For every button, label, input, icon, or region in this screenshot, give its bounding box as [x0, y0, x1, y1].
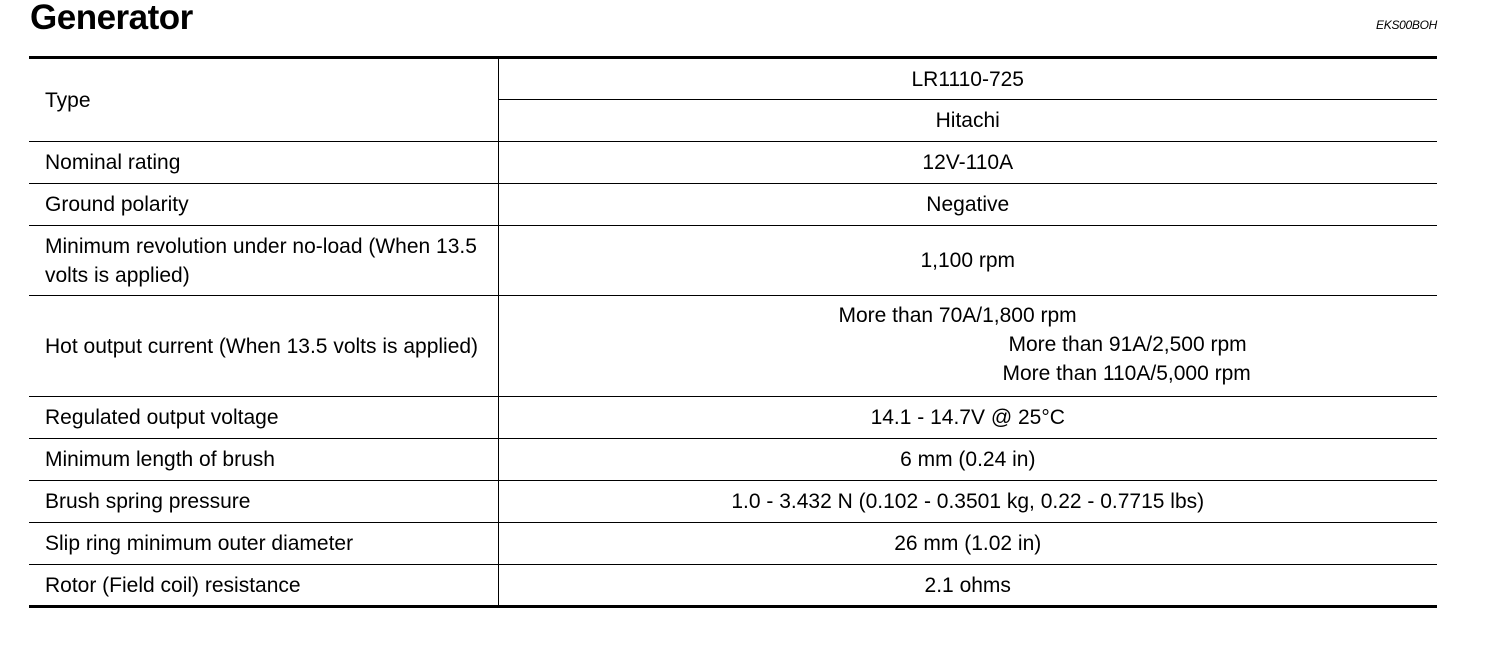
table-row [29, 481, 1437, 523]
spec-label-min-brush-length: Minimum length of brush [29, 439, 498, 481]
table-row [29, 142, 1437, 184]
spec-label-ground-polarity: Ground polarity [29, 184, 498, 226]
spec-value-hot-output-current [498, 296, 1437, 397]
spec-value-type-model: LR1110-725 [498, 58, 1437, 100]
spec-value-min-brush-length: 6 mm (0.24 in) [498, 439, 1437, 481]
table-row [29, 296, 1437, 397]
generator-spec-table [29, 56, 1437, 608]
document-code: EKS00BOH [1376, 18, 1437, 32]
spec-value-rotor-resistance: 2.1 ohms [498, 565, 1437, 607]
spec-value-ground-polarity: Negative [498, 184, 1437, 226]
spec-label-rotor-resistance: Rotor (Field coil) resistance [29, 565, 498, 607]
hot-output-value-line: More than 110A/5,000 rpm [1002, 362, 1251, 385]
table-row [29, 565, 1437, 607]
spec-value-brush-spring-pressure: 1.0 - 3.432 N (0.102 - 0.3501 kg, 0.22 - 0.7715 lbs) [498, 481, 1437, 523]
spec-label-hot-output-current: Hot output current (When 13.5 volts is applied) [29, 296, 498, 397]
spec-label-slip-ring-diameter: Slip ring minimum outer diameter [29, 523, 498, 565]
table-row [29, 184, 1437, 226]
table-row [29, 397, 1437, 439]
spec-label-regulated-voltage: Regulated output voltage [29, 397, 498, 439]
table-row [29, 523, 1437, 565]
page-title: Generator [30, 0, 193, 37]
spec-value-regulated-voltage: 14.1 - 14.7V @ 25°C [498, 397, 1437, 439]
spec-value-type-maker: Hitachi [498, 100, 1437, 142]
spec-label-type: Type [29, 58, 498, 142]
spec-value-slip-ring-diameter: 26 mm (1.02 in) [498, 523, 1437, 565]
spec-label-nominal-rating: Nominal rating [29, 142, 498, 184]
spec-label-brush-spring-pressure: Brush spring pressure [29, 481, 498, 523]
spec-label-min-revolution: Minimum revolution under no-load (When 13.5 volts is applied) [29, 226, 498, 296]
table-row [29, 226, 1437, 296]
table-row [29, 58, 1437, 100]
hot-output-value-line: More than 70A/1,800 rpm [838, 304, 1077, 327]
spec-value-min-revolution: 1,100 rpm [498, 226, 1437, 296]
spec-value-nominal-rating: 12V-110A [498, 142, 1437, 184]
hot-output-value-line: More than 91A/2,500 rpm [1008, 333, 1247, 356]
table-row [29, 439, 1437, 481]
